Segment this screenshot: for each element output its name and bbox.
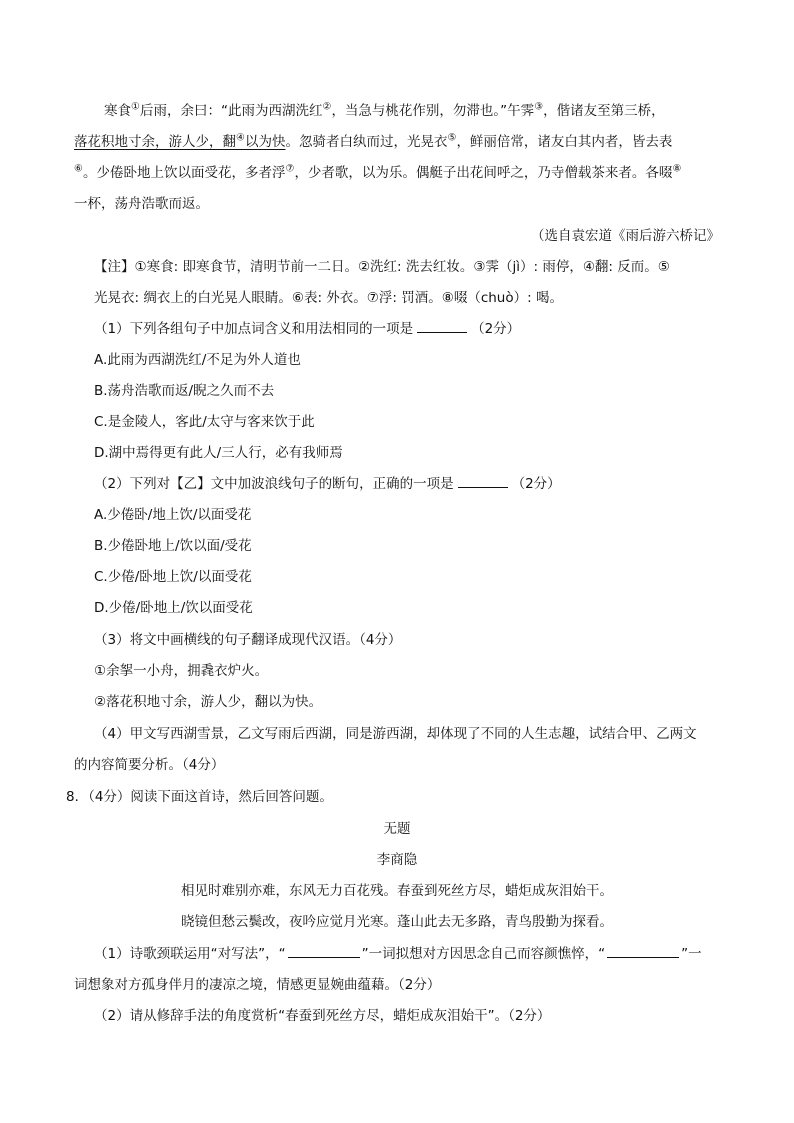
passage-line-3: ⑥。少倦卧地上饮以面受花，多者浮⑦，少者歌，以为乐。偶艇子出花间呼之，乃寺僧载茶来者。各啜⑧: [74, 163, 682, 181]
question-1-option-d: D.湖中焉得更有此人/三人行，必有我师焉: [94, 445, 343, 461]
poem-line-1: 相见时难别亦难，东风无力百花残。春蚕到死丝方尽，蜡炬成灰泪始干。: [181, 883, 613, 899]
question-3-stem: （3）将文中画横线的句子翻译成现代汉语。（4分）: [94, 632, 402, 648]
poem-title: 无题: [383, 821, 411, 837]
question-8-sub-2: （2）请从修辞手法的角度赏析“春蚕到死丝方尽，蜡炬成灰泪始干”。（2分）: [94, 1008, 551, 1024]
question-2-option-a: A.少倦卧/地上饮/以面受花: [94, 507, 252, 523]
question-1-stem: （1）下列各组句子中加点词含义和用法相同的一项是 （2分）: [94, 321, 521, 337]
question-2-option-d: D.少倦/卧地上/饮以面受花: [94, 600, 253, 616]
question-8-sub-1: （1）诗歌颈联运用“对写法”，“ ”一词拟想对方因思念自己而容颜憔悴，“ ”一: [94, 946, 702, 962]
passage-line-2: 落花积地寸余，游人少，翻④以为快。忽骑者白纨而过，光晃衣⑤，鲜丽倍常，诸友白其内者，皆去表: [74, 132, 673, 150]
answer-blank[interactable]: [458, 475, 508, 488]
poem-author: 李商隐: [376, 852, 418, 868]
passage-line-4: 一杯，荡舟浩歌而返。: [74, 196, 209, 212]
question-2-option-c: C.少倦/卧地上饮/以面受花: [94, 569, 252, 585]
question-2-option-b: B.少倦卧地上/饮以面/受花: [94, 538, 252, 554]
question-8-intro: 8．（4分）阅读下面这首诗，然后回答问题。: [66, 789, 333, 805]
question-1-option-b: B.荡舟浩歌而返/睨之久而不去: [94, 383, 275, 399]
question-3-item-2: ②落花积地寸余，游人少，翻以为快。: [94, 694, 323, 710]
poem-line-2: 晓镜但愁云鬓改，夜吟应觉月光寒。蓬山此去无多路，青鸟殷勤为探看。: [181, 914, 613, 930]
question-8-sub-1-line-2: 词想象对方孤身伴月的凄凉之境，情感更显婉曲蕴藉。（2分）: [74, 977, 441, 993]
question-1-option-c: C.是金陵人，客此/太守与客来饮于此: [94, 414, 315, 430]
answer-blank[interactable]: [417, 320, 467, 333]
question-3-item-1: ①余挐一小舟，拥毳衣炉火。: [94, 663, 269, 679]
question-4-line-1: （4）甲文写西湖雪景，乙文写雨后西湖，同是游西湖，却体现了不同的人生志趣，试结合甲、乙两文: [94, 726, 697, 742]
question-4-line-2: 的内容简要分析。（4分）: [74, 757, 225, 773]
answer-blank[interactable]: [288, 945, 360, 958]
question-1-option-a: A.此雨为西湖洗红/不足为外人道也: [94, 352, 301, 368]
question-2-stem: （2）下列对【乙】文中加波浪线句子的断句，正确的一项是 （2分）: [94, 476, 561, 492]
answer-blank[interactable]: [607, 945, 679, 958]
note-line-2: 光晃衣: 绸衣上的白光晃人眼睛。⑥表: 外衣。⑦浮: 罚酒。⑧啜（chuò）: 喝。: [94, 290, 563, 306]
note-line-1: 【注】①寒食: 即寒食节，清明节前一二日。②洗红: 洗去红妆。③霁（jì）: 雨停，④翻: 反而。⑤: [94, 259, 670, 275]
passage-source: （选自袁宏道《雨后游六桥记》: [531, 228, 720, 244]
passage-line-1: 寒食①后雨，余曰：“此雨为西湖洗红②，当急与桃花作别，勿滞也。”午霁③，偕诸友至第三桥，: [104, 101, 665, 119]
